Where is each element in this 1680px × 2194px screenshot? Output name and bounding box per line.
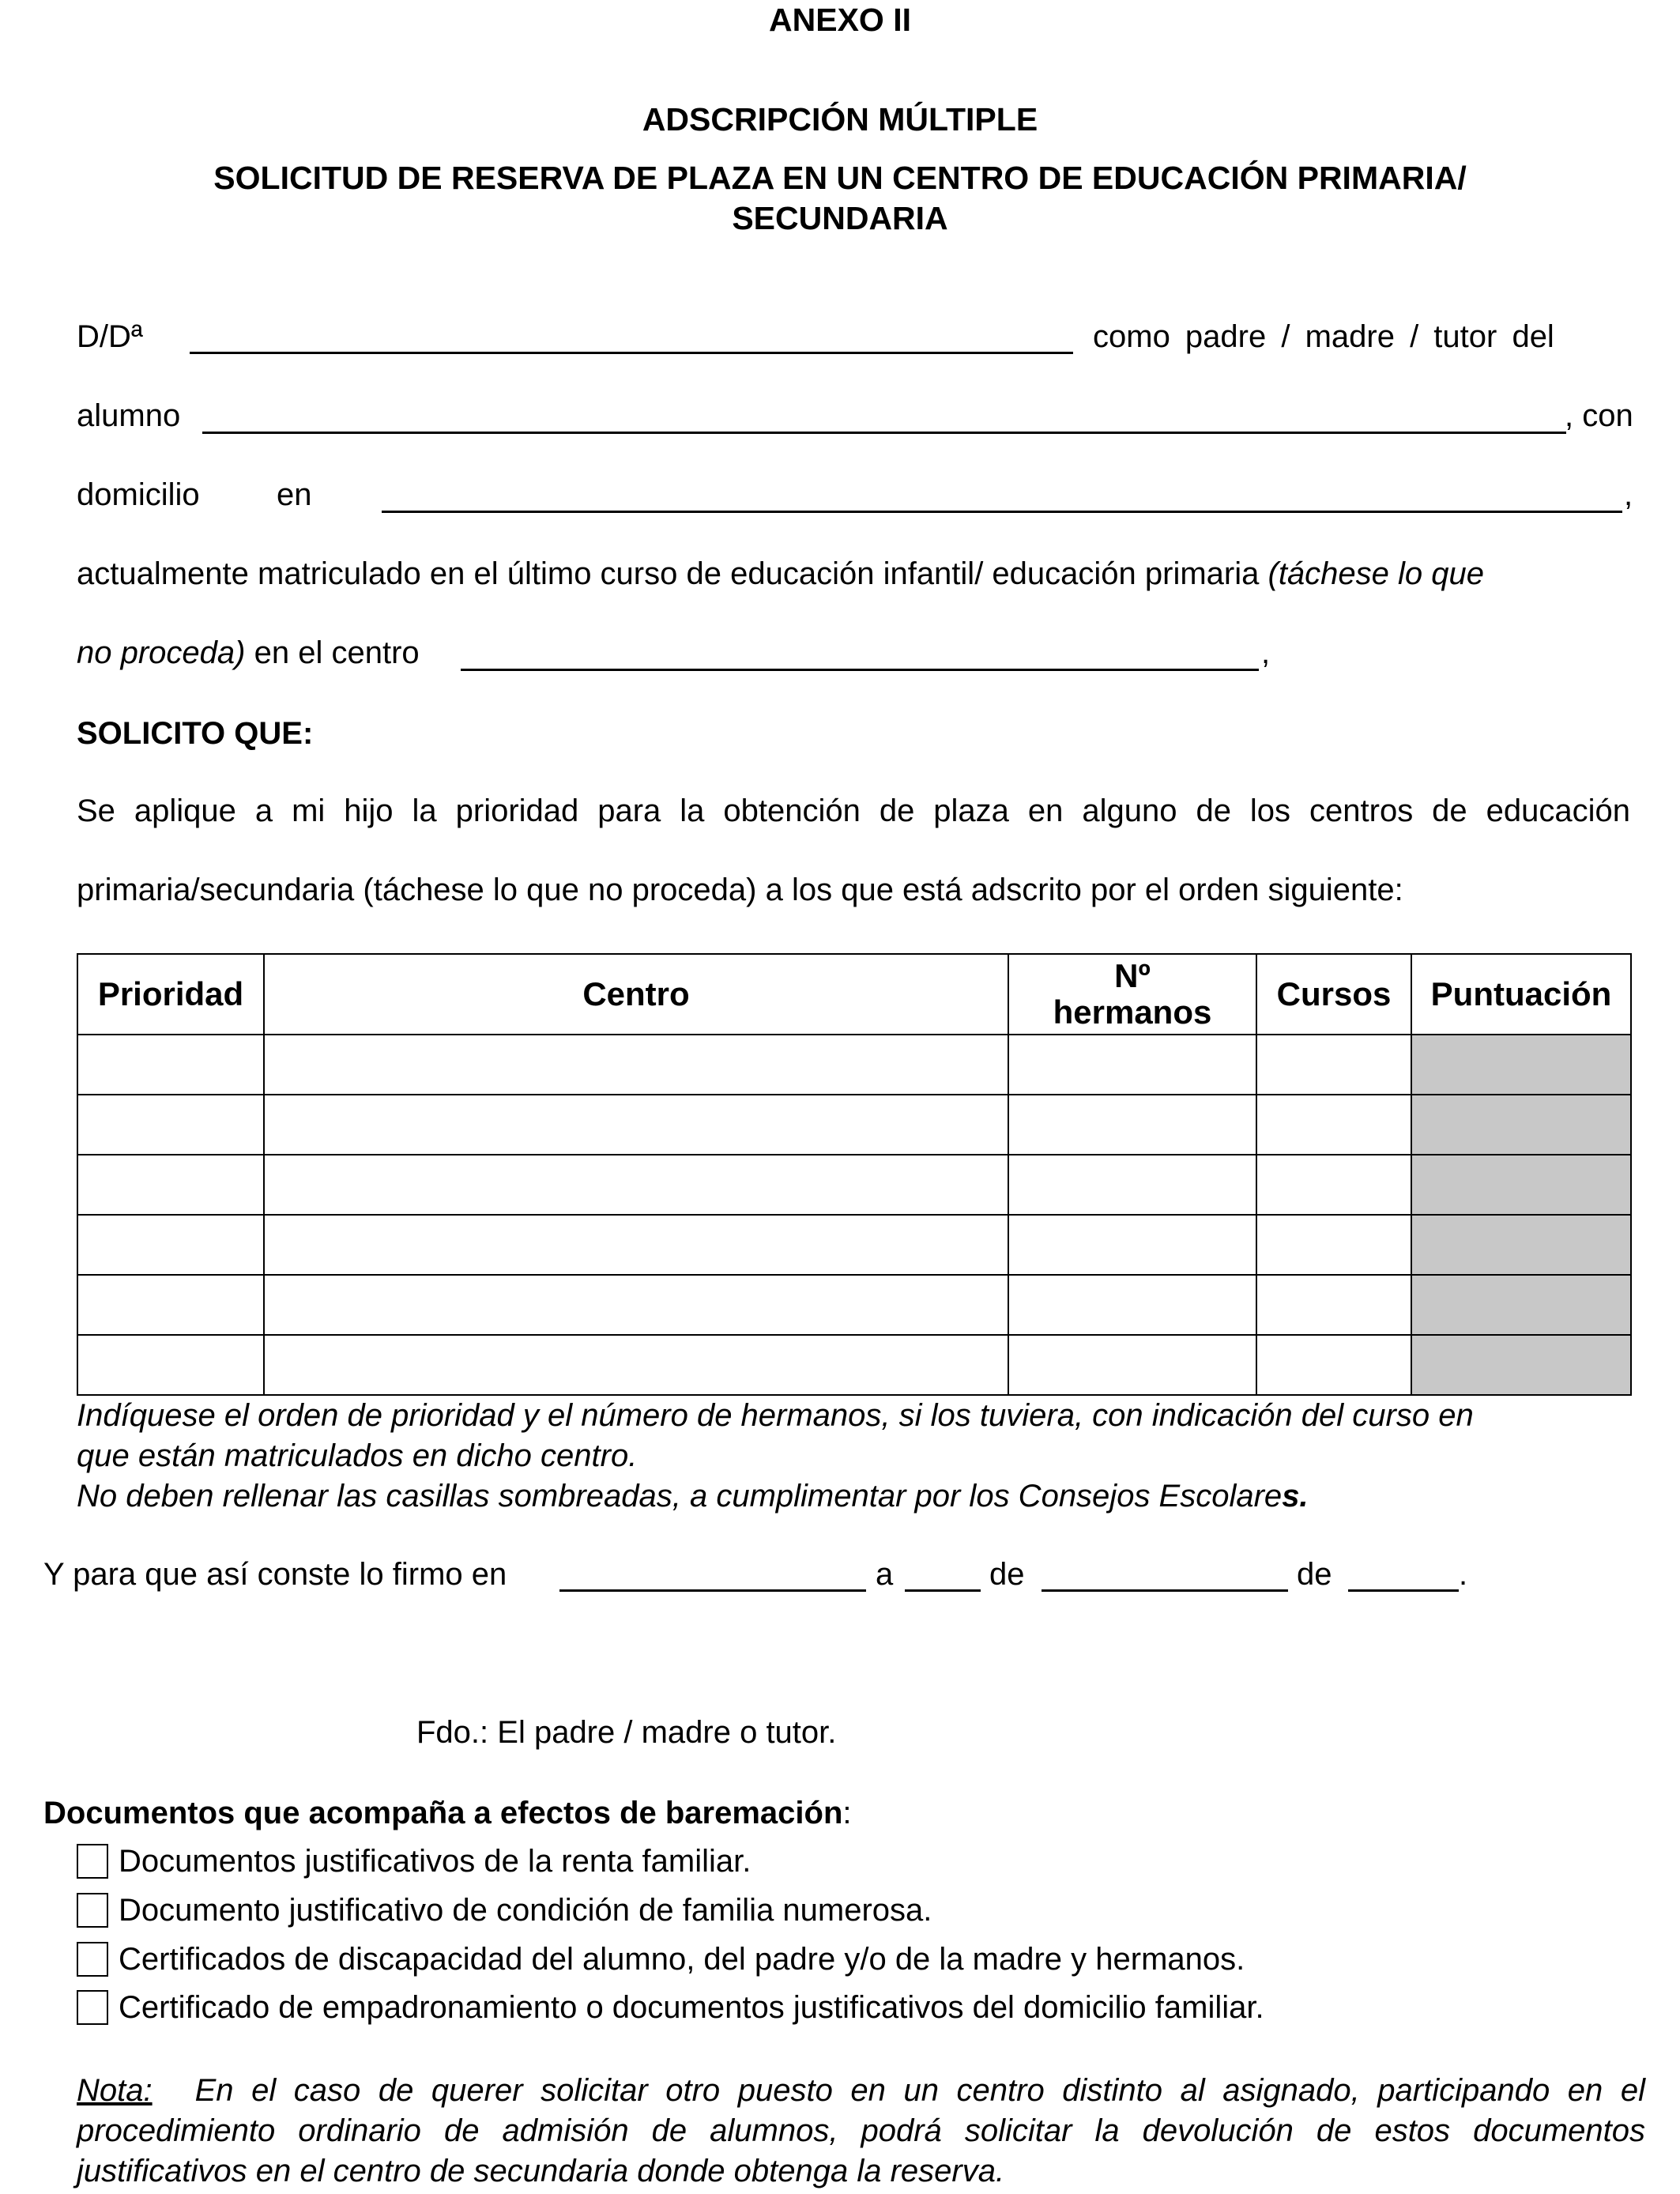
cell-puntuacion-shaded [1411, 1155, 1631, 1215]
signature-place-label: Y para que así conste lo firmo en [43, 1557, 507, 1592]
student-suffix: , con [1565, 398, 1633, 433]
header-nhermanos-line2: hermanos [1053, 993, 1212, 1031]
table-row [77, 1155, 1631, 1215]
student-name-field[interactable] [202, 432, 1566, 434]
signature-year-field[interactable] [1348, 1589, 1459, 1592]
documents-heading-text: Documentos que acompaña a efectos de baremación [43, 1796, 843, 1830]
table-instructions [77, 1396, 1630, 1517]
header-cursos: Cursos [1256, 954, 1411, 1035]
cell-nhermanos[interactable] [1008, 1335, 1256, 1395]
cell-cursos[interactable] [1256, 1215, 1411, 1275]
footnote [77, 2071, 1645, 2192]
cell-cursos[interactable] [1256, 1095, 1411, 1155]
document-item-renta: Documentos justificativos de la renta familiar. [119, 1844, 751, 1879]
address-en: en [277, 477, 312, 512]
cell-prioridad[interactable] [77, 1155, 264, 1215]
current-school-label: en el centro [254, 635, 420, 670]
documents-heading [43, 1796, 852, 1831]
checkbox-renta[interactable] [77, 1844, 108, 1879]
instructions-line3 [77, 1476, 1630, 1517]
signature-period: . [1459, 1557, 1468, 1592]
guardian-name-field[interactable] [190, 352, 1073, 354]
document-subtitle-line1: SOLICITUD DE RESERVA DE PLAZA EN UN CENTRO DE EDUCACIÓN PRIMARIA/ [213, 160, 1467, 196]
header-puntuacion: Puntuación [1411, 954, 1631, 1035]
checkbox-familia-numerosa[interactable] [77, 1893, 108, 1928]
signature-day-field[interactable] [905, 1589, 981, 1592]
footnote-line3: justificativos en el centro de secundaria donde obtenga la reserva. [77, 2154, 1005, 2188]
request-paragraph-line2: primaria/secundaria (táchese lo que no proceda) a los que está adscrito por el orden siguiente: [77, 873, 1403, 907]
current-school-field[interactable] [461, 669, 1259, 671]
cell-prioridad[interactable] [77, 1335, 264, 1395]
cell-puntuacion-shaded [1411, 1215, 1631, 1275]
footnote-line2-text: procedimiento ordinario de admisión de alumnos, podrá solicitar la devolución de estos documentos [77, 2113, 1645, 2148]
annex-heading: ANEXO II [769, 2, 911, 38]
header-centro: Centro [264, 954, 1008, 1035]
header-nhermanos [1008, 954, 1256, 1035]
cell-centro[interactable] [264, 1155, 1008, 1215]
table-row [77, 1335, 1631, 1395]
document-item-discapacidad: Certificados de discapacidad del alumno, del padre y/o de la madre y hermanos. [119, 1942, 1245, 1977]
footnote-label: Nota: [77, 2073, 153, 2108]
footnote-line1 [77, 2071, 1645, 2111]
footnote-line2 [77, 2111, 1645, 2151]
cell-puntuacion-shaded [1411, 1335, 1631, 1395]
cell-nhermanos[interactable] [1008, 1275, 1256, 1335]
instructions-line1: Indíquese el orden de prioridad y el número de hermanos, si los tuviera, con indicación del curso en [77, 1398, 1474, 1433]
cell-centro[interactable] [264, 1095, 1008, 1155]
request-heading: SOLICITO QUE: [77, 716, 314, 751]
priority-table [77, 953, 1632, 1396]
cell-nhermanos[interactable] [1008, 1155, 1256, 1215]
request-paragraph-text1: Se aplique a mi hijo la prioridad para la obtención de plaza en alguno de los centros de educación [77, 794, 1630, 828]
signature-month-field[interactable] [1042, 1589, 1288, 1592]
cell-nhermanos[interactable] [1008, 1095, 1256, 1155]
instructions-line2: que están matriculados en dicho centro. [77, 1438, 638, 1473]
request-paragraph-line1 [77, 794, 1630, 829]
documents-heading-colon: : [842, 1796, 852, 1830]
student-label: alumno [77, 398, 181, 433]
enrolment-text-italic: (táchese lo que [1268, 556, 1485, 591]
cell-cursos[interactable] [1256, 1335, 1411, 1395]
cell-nhermanos[interactable] [1008, 1215, 1256, 1275]
document-item-empadronamiento: Certificado de empadronamiento o documentos justificativos del domicilio familiar. [119, 1990, 1264, 2025]
table-row [77, 1215, 1631, 1275]
cell-puntuacion-shaded [1411, 1095, 1631, 1155]
checkbox-discapacidad[interactable] [77, 1942, 108, 1977]
current-school-suffix: , [1261, 635, 1271, 670]
cell-cursos[interactable] [1256, 1155, 1411, 1215]
cell-prioridad[interactable] [77, 1215, 264, 1275]
signature-fdo: Fdo.: El padre / madre o tutor. [416, 1715, 837, 1750]
cell-puntuacion-shaded [1411, 1035, 1631, 1095]
cell-prioridad[interactable] [77, 1275, 264, 1335]
cell-centro[interactable] [264, 1035, 1008, 1095]
cell-centro[interactable] [264, 1215, 1008, 1275]
table-row [77, 1035, 1631, 1095]
cell-puntuacion-shaded [1411, 1275, 1631, 1335]
signature-de1: de [989, 1557, 1025, 1592]
cell-cursos[interactable] [1256, 1035, 1411, 1095]
signature-de2: de [1297, 1557, 1332, 1592]
document-title: ADSCRIPCIÓN MÚLTIPLE [642, 101, 1038, 138]
table-row [77, 1095, 1631, 1155]
cell-cursos[interactable] [1256, 1275, 1411, 1335]
signature-a: a [876, 1557, 894, 1592]
cell-centro[interactable] [264, 1335, 1008, 1395]
cell-centro[interactable] [264, 1275, 1008, 1335]
header-nhermanos-line1: Nº [1114, 957, 1151, 994]
enrolment-text [77, 556, 1484, 592]
address-label: domicilio [77, 477, 200, 512]
enrolment-text-plain: actualmente matriculado en el último curso de educación infantil/ educación primaria [77, 556, 1260, 591]
guardian-role-text: como padre / madre / tutor del [1093, 319, 1554, 354]
checkbox-empadronamiento[interactable] [77, 1990, 108, 2025]
document-subtitle-line2: SECUNDARIA [732, 200, 948, 236]
instructions-line3-end: s. [1282, 1479, 1309, 1514]
table-row [77, 1275, 1631, 1335]
header-prioridad: Prioridad [77, 954, 264, 1035]
guardian-label: D/Dª [77, 319, 143, 354]
cell-prioridad[interactable] [77, 1095, 264, 1155]
signature-place-field[interactable] [559, 1589, 866, 1592]
table-header-row [77, 954, 1631, 1035]
document-item-familia-numerosa: Documento justificativo de condición de familia numerosa. [119, 1893, 932, 1928]
instructions-line3-text: No deben rellenar las casillas sombreadas, a cumplimentar por los Consejos Escolare [77, 1479, 1283, 1514]
cell-nhermanos[interactable] [1008, 1035, 1256, 1095]
address-suffix: , [1624, 477, 1633, 512]
cell-prioridad[interactable] [77, 1035, 264, 1095]
footnote-line1-text: En el caso de querer solicitar otro puesto en un centro distinto al asignado, participando en el [194, 2073, 1645, 2108]
current-school-text [77, 635, 420, 671]
address-field[interactable] [382, 511, 1622, 513]
current-school-italic: no proceda) [77, 635, 246, 670]
